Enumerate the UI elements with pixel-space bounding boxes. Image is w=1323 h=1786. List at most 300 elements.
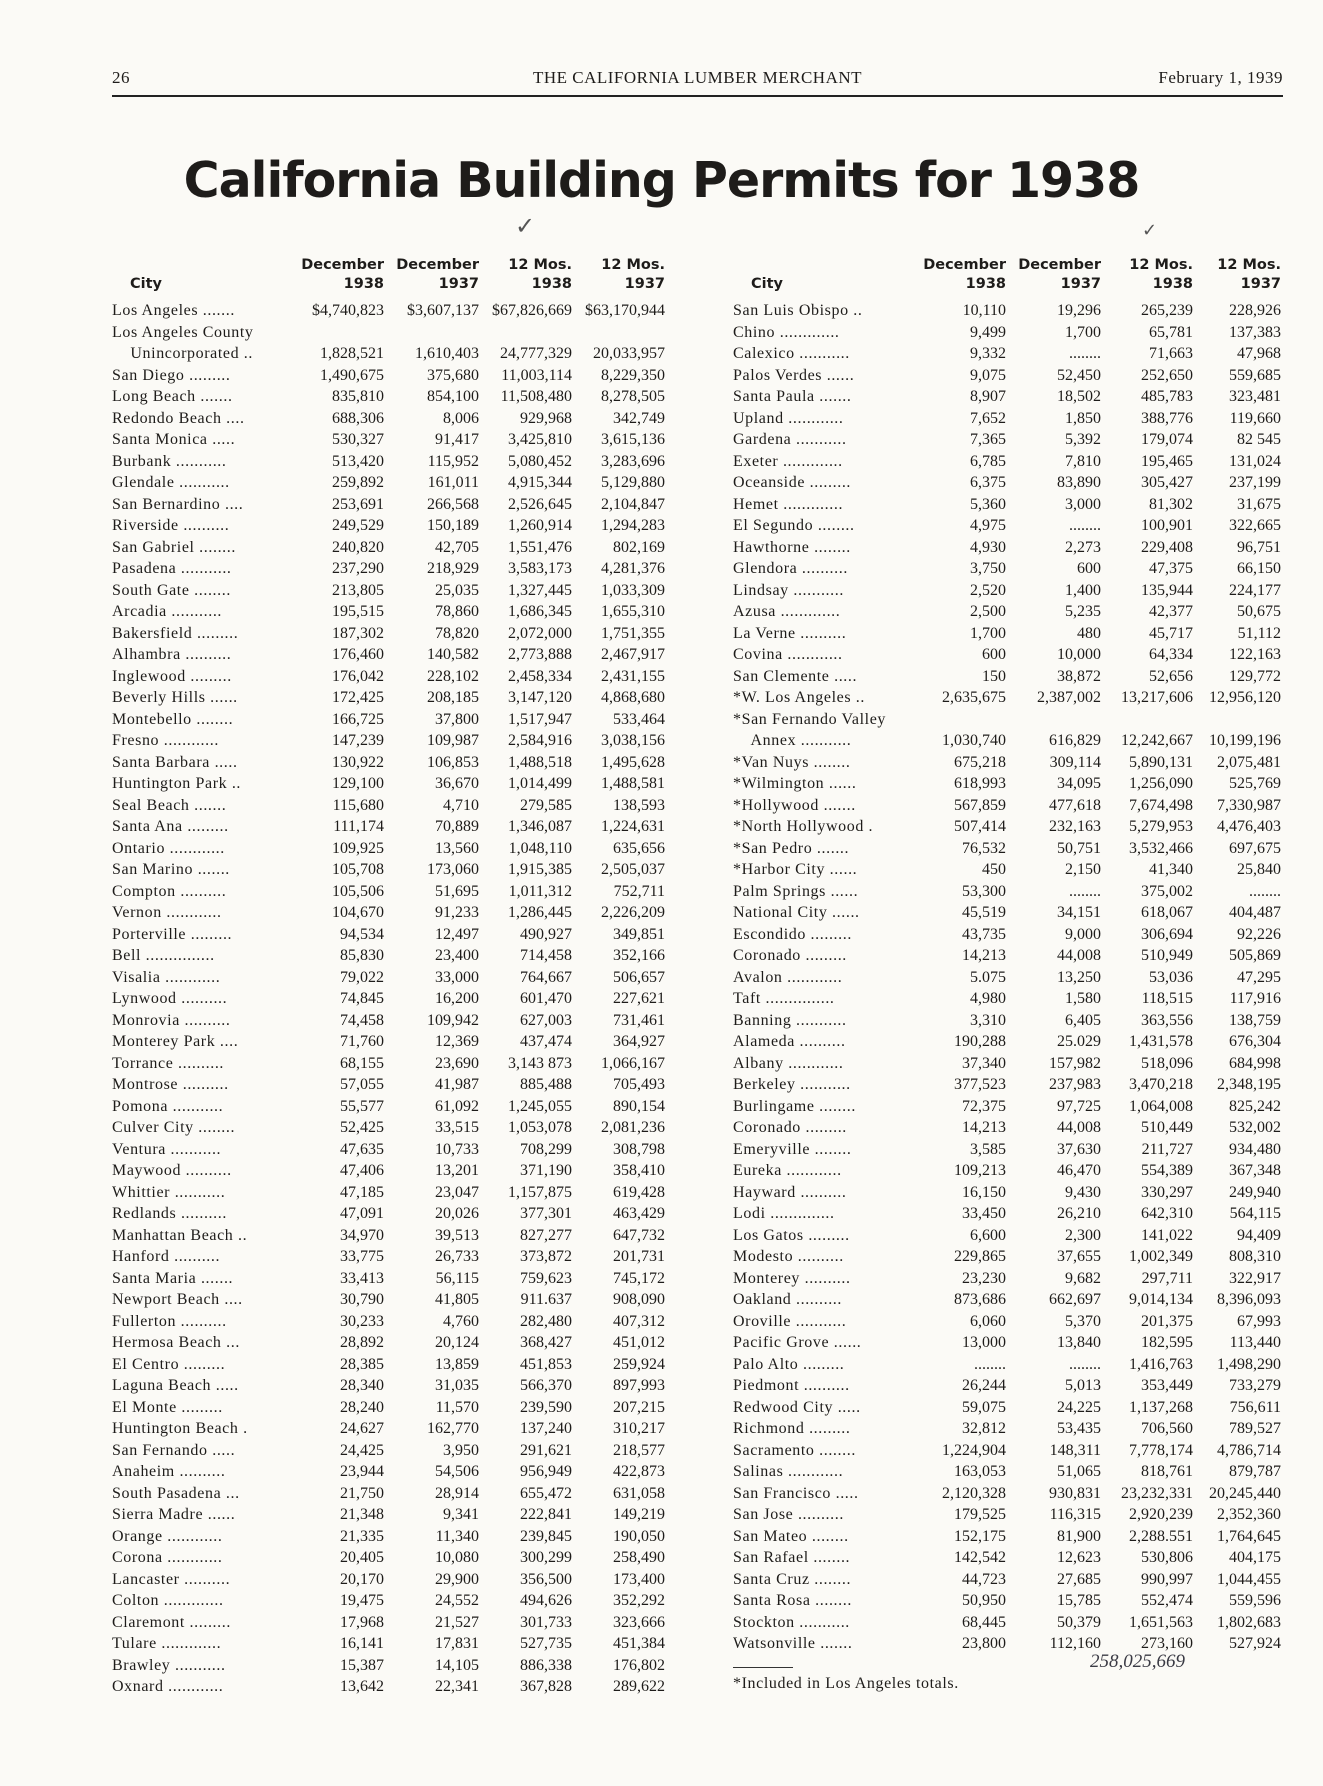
dec-1938-cell: 28,340 <box>340 1377 384 1394</box>
dec-1938-cell: 16,150 <box>962 1183 1006 1201</box>
dec-1938-cell: 28,892 <box>340 1334 384 1351</box>
12mo-1937-cell: 323,481 <box>1229 388 1281 405</box>
12mo-1938-cell: 301,733 <box>520 1613 572 1631</box>
dec-1937-cell: 2,300 <box>1065 1226 1101 1244</box>
table-row <box>112 408 665 430</box>
12mo-1937-cell: 137,383 <box>1229 323 1281 341</box>
dec-1937-cell: 266,568 <box>427 495 479 513</box>
12mo-1937-cell: ........ <box>1249 882 1281 900</box>
table-row <box>733 1225 1281 1247</box>
dec-1937-cell: 39,513 <box>435 1226 479 1244</box>
table-row <box>112 537 665 559</box>
12mo-1938-cell: 990,997 <box>1141 1570 1193 1588</box>
12mo-1938-cell: 5,279,953 <box>1129 818 1193 835</box>
table-row <box>733 580 1281 602</box>
12mo-1937-cell: 50,675 <box>1237 603 1281 620</box>
12mo-1938-cell: 552,474 <box>1141 1592 1193 1609</box>
12mo-1937-cell: 752,711 <box>613 882 665 900</box>
dec-1937-cell: 14,105 <box>435 1656 479 1674</box>
12mo-1937-cell: 322,917 <box>1229 1269 1281 1287</box>
dec-1937-cell: 5,370 <box>1065 1312 1101 1330</box>
check-mark-icon: ✓ <box>1142 220 1158 241</box>
dec-1937-cell: 12,497 <box>435 925 479 943</box>
12mo-1938-cell: 1,245,055 <box>508 1097 572 1115</box>
12mo-1937-cell: 342,749 <box>613 409 665 427</box>
dec-1938-cell: 1,224,904 <box>942 1441 1006 1459</box>
dec-1938-cell: 76,532 <box>962 839 1006 857</box>
table-row <box>733 429 1281 451</box>
table-row <box>112 687 665 709</box>
table-row <box>733 1053 1281 1075</box>
12mo-1937-cell: 129,772 <box>1229 667 1281 685</box>
dec-1938-cell: 176,460 <box>332 646 384 663</box>
12mo-1938-cell: $67,826,669 <box>492 302 572 319</box>
issue-date: February 1, 1939 <box>1158 68 1283 87</box>
city-cell: Upland ............ <box>733 409 844 427</box>
dec-1938-cell: 249,529 <box>332 517 384 534</box>
city-cell: Newport Beach .... <box>112 1291 243 1308</box>
dec-1938-cell: 13,642 <box>340 1678 384 1695</box>
12mo-1937-cell: 131,024 <box>1229 452 1281 470</box>
table-row <box>112 1074 665 1096</box>
dec-1938-cell: 873,686 <box>954 1291 1006 1308</box>
12mo-1937-cell: 2,431,155 <box>601 667 665 685</box>
12mo-1937-cell: 463,429 <box>613 1205 665 1222</box>
table-row <box>112 1440 665 1462</box>
dec-1937-cell: 1,850 <box>1065 409 1101 427</box>
dec-1938-cell: 1,700 <box>970 624 1006 642</box>
dec-1938-cell: 1,828,521 <box>320 345 384 362</box>
city-cell: Berkeley ........... <box>733 1076 851 1093</box>
12mo-1937-cell: 51,112 <box>1237 624 1281 642</box>
table-row <box>733 1483 1281 1505</box>
12mo-1938-cell: 3,147,120 <box>508 689 572 706</box>
12mo-1937-cell: 228,926 <box>1229 302 1281 319</box>
dec-1937-cell: 6,405 <box>1065 1011 1101 1029</box>
city-cell: Palm Springs ...... <box>733 882 859 900</box>
city-cell: Oakland .......... <box>733 1291 843 1308</box>
12mo-1938-cell: 388,776 <box>1141 409 1193 427</box>
handwritten-total: 258,025,669 <box>1090 1651 1185 1672</box>
12mo-1938-cell: 305,427 <box>1141 474 1193 491</box>
dec-1938-cell: 52,425 <box>340 1119 384 1136</box>
dec-1938-cell: 530,327 <box>332 431 384 448</box>
table-row <box>112 924 665 946</box>
city-cell: Seal Beach ....... <box>112 796 227 814</box>
12mo-1938-cell: 135,944 <box>1141 581 1193 599</box>
12mo-1938-cell: 1,053,078 <box>508 1119 572 1136</box>
dec-1938-cell: 17,968 <box>340 1613 384 1631</box>
table-row <box>112 1268 665 1290</box>
12mo-1938-cell: 3,470,218 <box>1129 1076 1193 1093</box>
table-row <box>112 1504 665 1526</box>
12mo-1938-cell: 1,286,445 <box>508 904 572 921</box>
dec-1937-cell: 81,900 <box>1057 1527 1101 1545</box>
city-cell: San Rafael ........ <box>733 1549 851 1566</box>
12mo-1937-cell: 7,330,987 <box>1217 796 1281 814</box>
12mo-1938-cell: 53,036 <box>1149 968 1193 986</box>
dec-1937-cell: 148,311 <box>1049 1441 1101 1459</box>
12mo-1937-cell: 4,281,376 <box>601 560 665 577</box>
12mo-1938-cell: 371,190 <box>520 1162 572 1179</box>
12mo-1938-cell: 1,431,578 <box>1129 1033 1193 1050</box>
dec-1937-cell: 46,470 <box>1057 1162 1101 1179</box>
12mo-1938-cell: 229,408 <box>1141 538 1193 556</box>
dec-1937-cell: 106,853 <box>427 753 479 771</box>
dec-1937-cell: 33,515 <box>435 1119 479 1136</box>
dec-1938-cell: 14,213 <box>962 947 1006 964</box>
permits-table-right <box>733 256 1281 1655</box>
12mo-1937-cell: 92,226 <box>1237 925 1281 943</box>
dec-1938-cell: 57,055 <box>340 1076 384 1093</box>
12mo-1938-cell: 363,556 <box>1141 1011 1193 1029</box>
dec-1938-cell: 187,302 <box>332 624 384 642</box>
dec-1938-cell: 23,800 <box>962 1635 1006 1652</box>
12mo-1937-cell: 8,278,505 <box>601 388 665 405</box>
12mo-1937-cell: 506,657 <box>613 968 665 986</box>
12mo-1937-cell: 47,968 <box>1237 345 1281 362</box>
dec-1937-cell: 7,810 <box>1065 452 1101 470</box>
city-cell: San Francisco ..... <box>733 1484 859 1502</box>
city-cell: Palo Alto ......... <box>733 1355 845 1373</box>
city-cell: Glendora .......... <box>733 560 848 577</box>
dec-1937-cell: 115,952 <box>427 452 479 470</box>
table-row <box>733 472 1281 494</box>
dec-1938-cell: 150 <box>982 667 1006 685</box>
city-cell: South Pasadena ... <box>112 1484 240 1502</box>
city-cell: Oceanside ......... <box>733 474 852 491</box>
table-row <box>733 666 1281 688</box>
city-cell: Piedmont .......... <box>733 1377 850 1394</box>
table-row <box>733 1268 1281 1290</box>
12mo-1938-cell: 437,474 <box>520 1033 572 1050</box>
dec-1938-cell: 172,425 <box>332 689 384 706</box>
dec-1937-cell: 375,680 <box>427 366 479 384</box>
12mo-1938-cell: 239,590 <box>520 1398 572 1416</box>
dec-1937-cell: 2,150 <box>1065 861 1101 878</box>
12mo-1938-cell: 1,651,563 <box>1129 1613 1193 1631</box>
city-cell: Hanford .......... <box>112 1248 221 1265</box>
12mo-1937-cell: 733,279 <box>1229 1377 1281 1394</box>
dec-1937-cell: 38,872 <box>1057 667 1101 685</box>
city-cell: Vernon ............ <box>112 904 222 921</box>
table-row <box>733 730 1281 752</box>
city-cell: Los Angeles ....... <box>112 302 235 319</box>
12mo-1937-cell: 364,927 <box>613 1033 665 1050</box>
12mo-1937-cell: 756,611 <box>1229 1398 1281 1416</box>
table-row <box>733 1182 1281 1204</box>
12mo-1937-cell: 4,868,680 <box>601 689 665 706</box>
header-rule <box>112 95 1283 97</box>
dec-1937-cell: 22,341 <box>435 1678 479 1695</box>
12mo-1938-cell: 179,074 <box>1141 431 1193 448</box>
city-cell: Azusa ............. <box>733 603 841 620</box>
city-cell: Albany ............ <box>733 1054 844 1072</box>
12mo-1937-cell: 525,769 <box>1229 775 1281 792</box>
table-row <box>733 1139 1281 1161</box>
12mo-1937-cell: 2,075,481 <box>1217 753 1281 771</box>
city-cell: Manhattan Beach .. <box>112 1226 248 1244</box>
12mo-1938-cell: 2,584,916 <box>508 732 572 749</box>
city-cell: Monterey .......... <box>733 1269 851 1287</box>
12mo-1938-cell: 353,449 <box>1141 1377 1193 1394</box>
dec-1937-cell: 13,859 <box>435 1355 479 1373</box>
city-cell: Lynwood .......... <box>112 990 228 1007</box>
dec-1938-cell: 45,519 <box>962 904 1006 921</box>
12mo-1938-cell: 510,449 <box>1141 1119 1193 1136</box>
dec-1937-cell: 600 <box>1077 560 1101 577</box>
12mo-1937-cell: 1,498,290 <box>1217 1355 1281 1373</box>
12mo-1937-cell: 3,283,696 <box>601 452 665 470</box>
12mo-1937-cell: 323,666 <box>613 1613 665 1631</box>
dec-1937-cell: 8,006 <box>443 409 479 427</box>
12mo-1937-cell: 308,798 <box>613 1140 665 1158</box>
dec-1937-cell: 157,982 <box>1049 1054 1101 1072</box>
table-row <box>112 1612 665 1634</box>
dec-1937-cell: 28,914 <box>435 1484 479 1502</box>
table-row <box>733 1504 1281 1526</box>
dec-1937-cell: 480 <box>1077 624 1101 642</box>
dec-1938-cell: 2,120,328 <box>942 1484 1006 1502</box>
dec-1938-cell: 23,944 <box>340 1463 384 1480</box>
city-cell: San Luis Obispo .. <box>733 302 863 319</box>
city-cell: Torrance .......... <box>112 1054 225 1072</box>
12mo-1938-cell: 373,872 <box>520 1248 572 1265</box>
city-cell: Stockton ........... <box>733 1613 850 1631</box>
dec-1937-cell: 44,008 <box>1057 1119 1101 1136</box>
dec-1937-cell: 83,890 <box>1057 474 1101 491</box>
12mo-1938-cell: 356,500 <box>520 1570 572 1588</box>
12mo-1938-cell: 1,327,445 <box>508 581 572 599</box>
table-row <box>112 580 665 602</box>
table-row <box>112 1633 665 1655</box>
dec-1937-cell: 140,582 <box>427 646 479 663</box>
dec-1938-cell: 6,600 <box>970 1226 1006 1244</box>
city-cell: Santa Barbara ..... <box>112 753 238 771</box>
12mo-1938-cell: 714,458 <box>520 947 572 964</box>
12mo-1937-cell: 352,292 <box>613 1592 665 1609</box>
12mo-1938-header: 12 Mos. 1938 <box>1129 257 1193 292</box>
table-row <box>733 386 1281 408</box>
12mo-1937-cell: 224,177 <box>1229 581 1281 599</box>
table-row <box>733 773 1281 795</box>
check-mark-icon: ✓ <box>515 212 536 240</box>
dec-1938-cell: 14,213 <box>962 1119 1006 1136</box>
table-row <box>733 945 1281 967</box>
12mo-1938-cell: 195,465 <box>1141 452 1193 470</box>
table-row <box>112 1139 665 1161</box>
table-row <box>733 644 1281 666</box>
12mo-1937-cell: 4,786,714 <box>1217 1441 1281 1459</box>
table-row <box>733 1547 1281 1569</box>
12mo-1937-cell: 322,665 <box>1229 517 1281 534</box>
table-row <box>112 451 665 473</box>
12mo-1938-cell: 642,310 <box>1141 1205 1193 1222</box>
dec-1938-cell: 85,830 <box>340 947 384 964</box>
dec-1937-cell: ........ <box>1069 882 1101 900</box>
city-cell: Colton ............. <box>112 1592 224 1609</box>
table-row <box>112 881 665 903</box>
12mo-1938-cell: 330,297 <box>1141 1183 1193 1201</box>
dec-1937-cell: 5,013 <box>1065 1377 1101 1394</box>
dec-1938-cell: 7,652 <box>970 409 1006 427</box>
12mo-1938-cell: 929,968 <box>520 409 572 427</box>
12mo-1938-cell: 510,949 <box>1141 947 1193 964</box>
dec-1937-cell: 10,000 <box>1057 646 1101 663</box>
dec-1937-cell: 109,987 <box>427 732 479 749</box>
12mo-1938-cell: 518,096 <box>1141 1054 1193 1072</box>
dec-1938-cell: 237,290 <box>332 560 384 577</box>
dec-1937-cell: 31,035 <box>435 1377 479 1394</box>
12mo-1938-cell: 7,674,498 <box>1129 796 1193 814</box>
12mo-1937-cell: 619,428 <box>613 1183 665 1201</box>
dec-1938-cell: 30,790 <box>340 1291 384 1308</box>
dec-1937-cell: 232,163 <box>1049 818 1101 835</box>
dec-1937-cell: 61,092 <box>435 1097 479 1115</box>
city-cell: Burbank ........... <box>112 452 227 470</box>
dec-1938-cell: 179,525 <box>954 1506 1006 1523</box>
table-row <box>112 429 665 451</box>
dec-1938-cell: 23,230 <box>962 1269 1006 1287</box>
table-row <box>112 386 665 408</box>
12mo-1937-cell: 1,488,581 <box>601 775 665 792</box>
table-row <box>112 1332 665 1354</box>
table-row <box>112 300 665 322</box>
dec-1938-cell: $4,740,823 <box>312 302 384 319</box>
dec-1938-cell: 33,450 <box>962 1205 1006 1222</box>
12mo-1938-cell: 601,470 <box>520 990 572 1007</box>
city-cell: Pasadena ........... <box>112 560 232 577</box>
dec-1938-cell: 44,723 <box>962 1570 1006 1588</box>
city-cell: Corona ............ <box>112 1549 223 1566</box>
12mo-1937-cell: 10,199,196 <box>1209 732 1281 749</box>
table-row <box>112 1418 665 1440</box>
dec-1938-cell: 20,170 <box>340 1570 384 1588</box>
dec-1938-cell: 675,218 <box>954 753 1006 771</box>
dec-1937-cell: 4,710 <box>443 796 479 814</box>
12mo-1938-cell: 12,242,667 <box>1121 732 1193 749</box>
footnote: *Included in Los Angeles totals. <box>733 1675 959 1692</box>
dec-1937-cell: 24,225 <box>1057 1398 1101 1416</box>
table-row <box>733 709 1281 731</box>
12mo-1938-cell: 81,302 <box>1149 495 1193 513</box>
12mo-1938-cell: 47,375 <box>1149 560 1193 577</box>
city-cell: Santa Ana ......... <box>112 818 229 835</box>
12mo-1938-cell: 885,488 <box>520 1076 572 1093</box>
dec-1938-cell: 130,922 <box>332 753 384 771</box>
dec-1937-cell: ........ <box>1069 517 1101 534</box>
city-cell: San Bernardino .... <box>112 495 244 513</box>
12mo-1937-cell: 505,869 <box>1229 947 1281 964</box>
city-cell: Huntington Beach . <box>112 1420 248 1437</box>
table-row <box>733 1203 1281 1225</box>
table-row <box>733 1418 1281 1440</box>
dec-1937-cell: 97,725 <box>1057 1097 1101 1115</box>
dec-1938-cell: 34,970 <box>340 1226 384 1244</box>
city-cell: Pacific Grove ...... <box>733 1334 862 1351</box>
table-row <box>733 537 1281 559</box>
city-cell: Hermosa Beach ... <box>112 1334 240 1351</box>
dec-1937-cell: 41,987 <box>435 1076 479 1093</box>
12mo-1938-cell: 2,072,000 <box>508 624 572 642</box>
12mo-1937-cell: 2,505,037 <box>601 861 665 878</box>
dec-1938-cell: 377,523 <box>954 1076 1006 1093</box>
12mo-1938-cell: 24,777,329 <box>500 345 572 362</box>
table-row <box>733 1461 1281 1483</box>
city-cell: Long Beach ....... <box>112 388 233 405</box>
table-row <box>733 365 1281 387</box>
12mo-1938-cell: 279,585 <box>520 796 572 814</box>
12mo-1937-cell: 1,495,628 <box>601 753 665 771</box>
table-row <box>733 1010 1281 1032</box>
12mo-1937-cell: 138,593 <box>613 796 665 814</box>
dec-1937-cell: 150,189 <box>427 517 479 534</box>
dec-1938-header: December 1938 <box>301 257 384 292</box>
table-row <box>733 1440 1281 1462</box>
12mo-1938-cell: 141,022 <box>1141 1226 1193 1244</box>
table-row <box>733 1074 1281 1096</box>
dec-1937-cell: 13,560 <box>435 839 479 857</box>
12mo-1937-cell: 218,577 <box>613 1441 665 1459</box>
12mo-1938-cell: 527,735 <box>520 1635 572 1652</box>
12mo-1937-cell: 149,219 <box>613 1506 665 1523</box>
dec-1937-cell: 662,697 <box>1049 1291 1101 1308</box>
12mo-1937-cell: 684,998 <box>1229 1054 1281 1072</box>
12mo-1938-cell: 5,890,131 <box>1129 753 1193 771</box>
city-cell: San Marino ....... <box>112 861 230 878</box>
table-row <box>733 687 1281 709</box>
city-cell: Eureka ............ <box>733 1162 842 1179</box>
dec-1938-cell: 32,812 <box>962 1420 1006 1437</box>
city-cell: Hawthorne ........ <box>733 538 851 556</box>
12mo-1938-cell: 1,686,345 <box>508 603 572 620</box>
table-row <box>112 1225 665 1247</box>
table-row <box>733 752 1281 774</box>
table-row <box>112 1160 665 1182</box>
12mo-1938-cell: 45,717 <box>1149 624 1193 642</box>
dec-1937-cell: 11,570 <box>435 1398 479 1416</box>
dec-1937-cell: 9,341 <box>443 1506 479 1523</box>
city-cell: Redondo Beach .... <box>112 409 245 427</box>
dec-1938-cell: 129,100 <box>332 775 384 792</box>
table-row <box>112 1547 665 1569</box>
dec-1938-cell: 9,075 <box>970 366 1006 384</box>
city-cell: Claremont ......... <box>112 1613 231 1631</box>
12mo-1937-cell: 119,660 <box>1229 409 1281 427</box>
12mo-1937-cell: 1,802,683 <box>1217 1613 1281 1631</box>
12mo-1937-cell: 527,924 <box>1229 1635 1281 1652</box>
page-title: California Building Permits for 1938 <box>183 152 1140 209</box>
dec-1938-cell: 21,335 <box>340 1527 384 1545</box>
table-row <box>112 859 665 881</box>
city-cell: Santa Maria ....... <box>112 1269 234 1287</box>
12mo-1938-cell: 2,288.551 <box>1129 1527 1193 1545</box>
city-cell: Lodi .............. <box>733 1205 835 1222</box>
dec-1938-cell: 33,775 <box>340 1248 384 1265</box>
dec-1938-cell: 19,475 <box>340 1592 384 1609</box>
city-cell: Orange ............ <box>112 1527 223 1545</box>
footnote-rule <box>733 1667 793 1668</box>
dec-1938-cell: ........ <box>974 1355 1006 1373</box>
city-cell: Coronado ......... <box>733 1119 847 1136</box>
12mo-1937-cell: 8,396,093 <box>1217 1291 1281 1308</box>
12mo-1937-cell: 1,044,455 <box>1217 1570 1281 1588</box>
12mo-1938-cell: 818,761 <box>1141 1463 1193 1480</box>
12mo-1938-cell: 7,778,174 <box>1129 1441 1193 1459</box>
dec-1937-cell: 112,160 <box>1049 1635 1101 1652</box>
12mo-1937-cell: 705,493 <box>613 1076 665 1093</box>
dec-1937-cell: $3,607,137 <box>407 302 479 319</box>
